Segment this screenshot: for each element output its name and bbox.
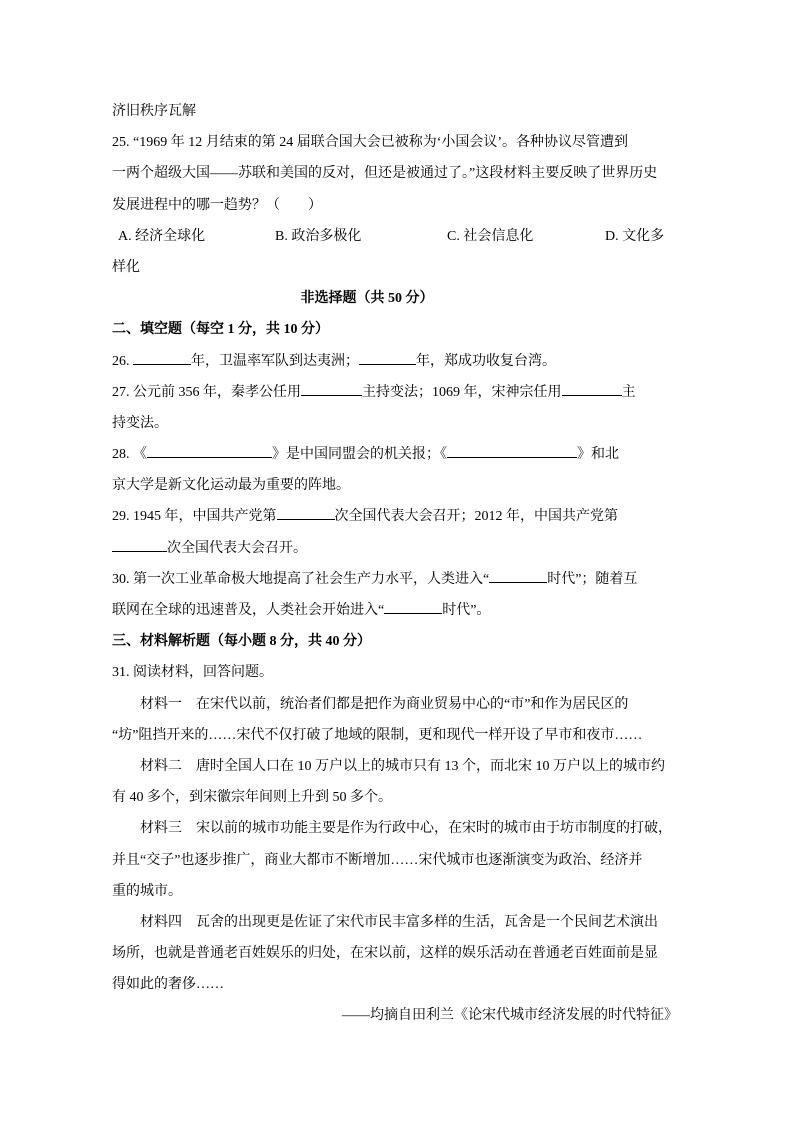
q25-line2 xyxy=(112,158,678,189)
fill-in-blank xyxy=(301,383,362,396)
text-segment: 27. 公元前 356 年，秦孝公任用 xyxy=(112,384,301,400)
text-segment: 非选择题（共 50 分） xyxy=(300,291,434,307)
q31-material1-line1 xyxy=(112,689,678,720)
q25-options xyxy=(112,221,678,252)
fill-in-blank xyxy=(489,570,547,583)
text-segment: 样化 xyxy=(112,259,140,275)
q25-option-d: D. 文化多 xyxy=(605,228,665,244)
q27-line2 xyxy=(112,408,678,439)
text-segment: 材料二 唐时全国人口在 10 万户以上的城市只有 13 个，而北宋 10 万户以上的城市约 xyxy=(140,758,665,774)
q30-line2 xyxy=(112,595,678,626)
text-segment: 年，郑成功收复台湾。 xyxy=(416,353,556,369)
text-segment: 材料一 在宋代以前，统治者们都是把作为商业贸易中心的“市”和作为居民区的 xyxy=(140,696,629,712)
text-segment: 26. xyxy=(112,353,133,369)
q31-material1-line2 xyxy=(112,720,678,751)
fill-in-blank xyxy=(562,383,622,396)
q31-material2-line2 xyxy=(112,782,678,813)
text-segment: 31. 阅读材料，回答问题。 xyxy=(112,665,273,681)
q30-line1 xyxy=(112,564,678,595)
text-segment: 重的城市。 xyxy=(112,883,182,899)
text-segment: 并且“交子”也逐步推广，商业大都市不断增加……宋代城市也逐渐演变为政治、经济并 xyxy=(112,852,643,868)
text-segment: 次全国代表大会召开；2012 年，中国共产党第 xyxy=(334,509,618,525)
q25-line1 xyxy=(112,127,678,158)
fill-in-blank xyxy=(359,352,416,365)
fill-in-blank xyxy=(133,352,191,365)
text-segment: “坊”阻挡开来的……宋代不仅打破了地域的限制，更和现代一样开设了早市和夜市…… xyxy=(112,727,643,743)
q31-intro xyxy=(112,657,678,688)
q29-line1 xyxy=(112,501,678,532)
text-segment: 25. “1969 年 12 月结束的第 24 届联合国大会已被称为‘小国会议’。各种协议尽管遭到 xyxy=(112,135,629,151)
text-segment: 主持变法；1069 年，宋神宗任用 xyxy=(362,384,562,400)
text-segment: 》是中国同盟会的机关报；《 xyxy=(272,447,447,463)
fill-in-blank xyxy=(447,445,577,458)
q31-material3-line3 xyxy=(112,876,678,907)
text-segment: 年，卫温率军队到达夷洲； xyxy=(191,353,359,369)
fill-in-blank xyxy=(384,601,442,614)
text-segment: 时代”。 xyxy=(442,603,491,618)
text-segment: 时代”；随着互 xyxy=(547,571,638,587)
fill-in-blank xyxy=(147,445,272,458)
q28-line2 xyxy=(112,470,678,501)
q31-material4-line2 xyxy=(112,938,678,969)
text-segment: 有 40 多个，到宋徽宗年间则上升到 50 多个。 xyxy=(112,790,392,806)
text-segment: 次全国代表大会召开。 xyxy=(167,540,307,556)
q31-material4-line3 xyxy=(112,969,678,1000)
q31-source-citation xyxy=(112,1000,678,1031)
q31-material2-line1 xyxy=(112,751,678,782)
text-segment: 持变法。 xyxy=(112,415,168,431)
q29-line2 xyxy=(112,533,678,564)
text-segment: 材料三 宋以前的城市功能主要是作为行政中心，在宋时的城市由于坊市制度的打破， xyxy=(140,821,672,837)
section-title-non-choice xyxy=(84,283,650,314)
text-segment: 场所，也就是普通老百姓娱乐的归处，在宋以前，这样的娱乐活动在普通老百姓面前是显 xyxy=(112,946,658,962)
text-segment: ——均摘自田利兰《论宋代城市经济发展的时代特征》 xyxy=(342,1008,678,1024)
exam-document-page xyxy=(112,96,678,1032)
text-segment: 29. 1945 年，中国共产党第 xyxy=(112,509,277,525)
fill-in-blank xyxy=(277,507,335,520)
fill-in-blank xyxy=(112,539,167,552)
q31-material4-line1 xyxy=(112,907,678,938)
q24-option-tail xyxy=(112,96,678,127)
text-segment: 30. 第一次工业革命极大地提高了社会生产力水平，人类进入“ xyxy=(112,571,490,587)
text-segment: 济旧秩序瓦解 xyxy=(112,104,196,119)
text-segment: 二、填空题（每空 1 分，共 10 分） xyxy=(112,322,329,338)
text-segment: 一两个超级大国——苏联和美国的反对，但还是被通过了。”这段材料主要反映了世界历史 xyxy=(112,166,658,182)
text-segment: 发展进程中的哪一趋势？（ ） xyxy=(112,197,322,213)
q31-material3-line2 xyxy=(112,845,678,876)
text-segment: 28. 《 xyxy=(112,447,147,463)
text-segment: 》和北 xyxy=(577,447,619,463)
q25-option-d-wrap xyxy=(112,252,678,283)
text-segment: 得如此的奢侈…… xyxy=(112,977,224,993)
text-segment: 材料四 瓦舍的出现更是佐证了宋代市民丰富多样的生活，瓦舍是一个民间艺术演出 xyxy=(140,914,658,930)
section2-heading xyxy=(112,314,678,345)
q25-option-b: B. 政治多极化 xyxy=(275,228,362,244)
q26 xyxy=(112,346,678,377)
q25-line3 xyxy=(112,190,678,221)
text-segment: 三、材料解析题（每小题 8 分，共 40 分） xyxy=(112,634,371,650)
text-segment: 京大学是新文化运动最为重要的阵地。 xyxy=(112,478,350,494)
q25-option-c: C. 社会信息化 xyxy=(447,228,534,244)
q28-line1 xyxy=(112,439,678,470)
text-segment: 主 xyxy=(621,384,636,400)
text-segment: 联网在全球的迅速普及，人类社会开始进入“ xyxy=(112,603,385,618)
q27-line1 xyxy=(112,377,678,408)
section3-heading xyxy=(112,626,678,657)
q25-option-a: A. 经济全球化 xyxy=(118,228,206,244)
q31-material3-line1 xyxy=(112,813,678,844)
